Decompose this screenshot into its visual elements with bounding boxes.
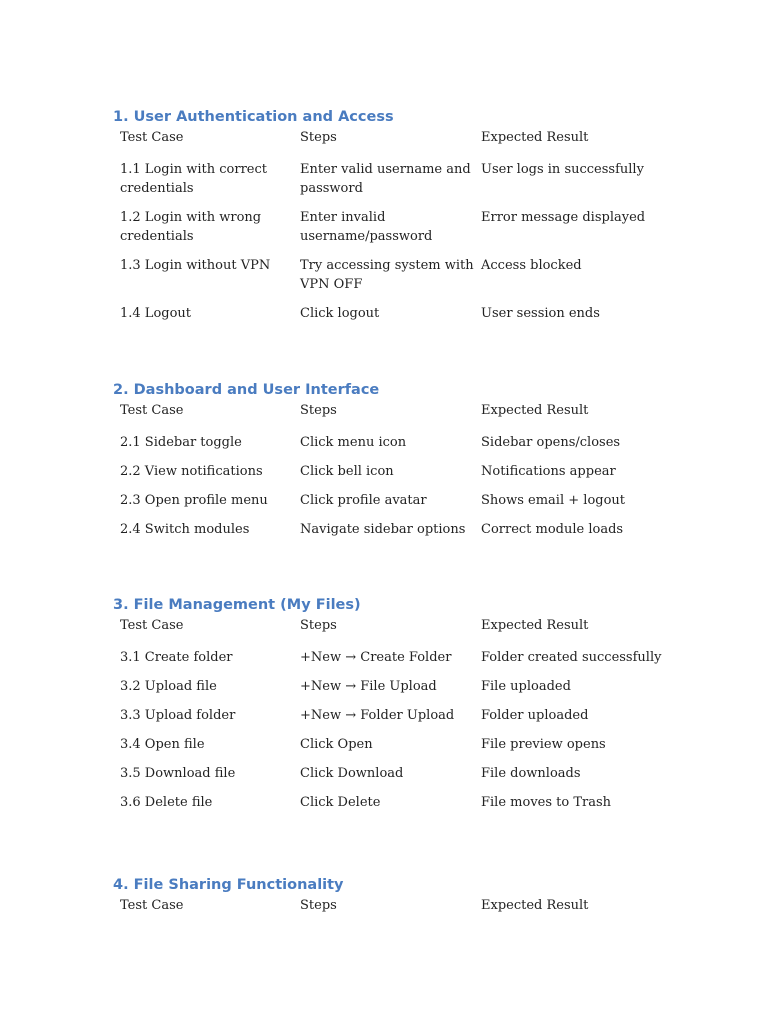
- expected-result-cell: User session ends: [481, 306, 600, 321]
- section-file-management: [113, 595, 713, 812]
- steps-cell: +New → Create Folder: [300, 650, 452, 665]
- expected-result-cell: Access blocked: [481, 258, 582, 273]
- steps-line: Click logout: [300, 306, 380, 321]
- steps-cell: [300, 208, 481, 246]
- header-steps: Steps: [300, 618, 337, 633]
- header-expected-result: Expected Result: [481, 618, 589, 633]
- table-row: [120, 462, 680, 481]
- table-row: [120, 491, 680, 510]
- table-header-row: [120, 401, 680, 423]
- test-case-table: [120, 616, 680, 812]
- steps-cell: Click bell icon: [300, 464, 394, 479]
- expected-result-cell: Folder uploaded: [481, 708, 589, 723]
- test-case-cell: [120, 256, 300, 275]
- steps-cell: [300, 304, 481, 323]
- steps-cell: Click Open: [300, 737, 373, 752]
- table-row: [120, 677, 680, 696]
- section-dashboard-ui: [113, 380, 713, 539]
- test-case-cell: 3.4 Open file: [120, 737, 205, 752]
- test-case-cell: [120, 160, 300, 198]
- expected-result-cell: File preview opens: [481, 737, 606, 752]
- test-case-cell: [120, 208, 300, 246]
- expected-result-cell: File downloads: [481, 766, 581, 781]
- test-case-cell: 3.1 Create folder: [120, 650, 233, 665]
- table-header-row: [120, 616, 680, 638]
- expected-result-cell: File moves to Trash: [481, 795, 612, 810]
- test-case-line: 1.4 Logout: [120, 306, 192, 321]
- test-case-cell: 3.2 Upload file: [120, 679, 217, 694]
- table-row: [120, 520, 680, 539]
- section-title: 4. File Sharing Functionality: [113, 877, 344, 893]
- section-title: 3. File Management (My Files): [113, 597, 361, 613]
- test-case-line: credentials: [120, 181, 194, 196]
- header-expected-result: Expected Result: [481, 898, 589, 913]
- test-case-cell: 3.3 Upload folder: [120, 708, 236, 723]
- header-test-case: Test Case: [120, 898, 184, 913]
- test-case-cell: 2.1 Sidebar toggle: [120, 435, 242, 450]
- header-steps: Steps: [300, 898, 337, 913]
- header-steps: Steps: [300, 130, 337, 145]
- header-test-case: Test Case: [120, 130, 184, 145]
- table-row: [120, 648, 680, 667]
- steps-cell: [300, 256, 481, 294]
- test-case-line: credentials: [120, 229, 194, 244]
- steps-line: password: [300, 181, 363, 196]
- expected-result-cell: Notifications appear: [481, 464, 616, 479]
- test-case-table: [120, 896, 680, 918]
- header-steps: Steps: [300, 403, 337, 418]
- table-row: [120, 160, 680, 198]
- steps-cell: [300, 160, 481, 198]
- header-expected-result: Expected Result: [481, 130, 589, 145]
- section-user-authentication: [113, 107, 713, 323]
- expected-result-cell: Sidebar opens/closes: [481, 435, 621, 450]
- test-case-cell: 3.5 Download file: [120, 766, 236, 781]
- expected-result-cell: Shows email + logout: [481, 493, 626, 508]
- header-test-case: Test Case: [120, 618, 184, 633]
- test-case-line: 1.1 Login with correct: [120, 162, 267, 177]
- test-case-table: [120, 401, 680, 539]
- test-case-line: 1.3 Login without VPN: [120, 258, 271, 273]
- expected-result-cell: Folder created successfully: [481, 650, 662, 665]
- expected-result-cell: Correct module loads: [481, 522, 624, 537]
- test-case-line: 1.2 Login with wrong: [120, 210, 262, 225]
- steps-cell: Navigate sidebar options: [300, 522, 466, 537]
- table-row: [120, 433, 680, 452]
- expected-result-cell: Error message displayed: [481, 210, 646, 225]
- header-expected-result: Expected Result: [481, 403, 589, 418]
- header-test-case: Test Case: [120, 403, 184, 418]
- steps-line: Enter valid username and: [300, 162, 471, 177]
- table-row: [120, 304, 680, 323]
- steps-cell: Click profile avatar: [300, 493, 427, 508]
- table-row: [120, 706, 680, 725]
- steps-cell: Click Download: [300, 766, 404, 781]
- steps-cell: +New → File Upload: [300, 679, 437, 694]
- section-title: 2. Dashboard and User Interface: [113, 382, 380, 398]
- table-row: [120, 764, 680, 783]
- test-case-cell: 2.4 Switch modules: [120, 522, 250, 537]
- steps-line: Try accessing system with: [300, 258, 474, 273]
- steps-cell: Click menu icon: [300, 435, 407, 450]
- table-row: [120, 793, 680, 812]
- steps-cell: +New → Folder Upload: [300, 708, 455, 723]
- test-case-table: [120, 128, 680, 323]
- test-case-cell: 2.2 View notifications: [120, 464, 263, 479]
- expected-result-cell: File uploaded: [481, 679, 571, 694]
- table-header-row: [120, 128, 680, 150]
- test-case-cell: 2.3 Open profile menu: [120, 493, 268, 508]
- steps-cell: Click Delete: [300, 795, 381, 810]
- section-title: 1. User Authentication and Access: [113, 109, 394, 125]
- table-row: [120, 256, 680, 294]
- steps-line: username/password: [300, 229, 433, 244]
- steps-line: Enter invalid: [300, 210, 386, 225]
- table-row: [120, 735, 680, 754]
- table-row: [120, 208, 680, 246]
- section-file-sharing: [113, 875, 713, 918]
- test-case-cell: [120, 304, 300, 323]
- table-header-row: [120, 896, 680, 918]
- steps-line: VPN OFF: [300, 277, 363, 292]
- expected-result-cell: User logs in successfully: [481, 162, 644, 177]
- test-case-cell: 3.6 Delete file: [120, 795, 213, 810]
